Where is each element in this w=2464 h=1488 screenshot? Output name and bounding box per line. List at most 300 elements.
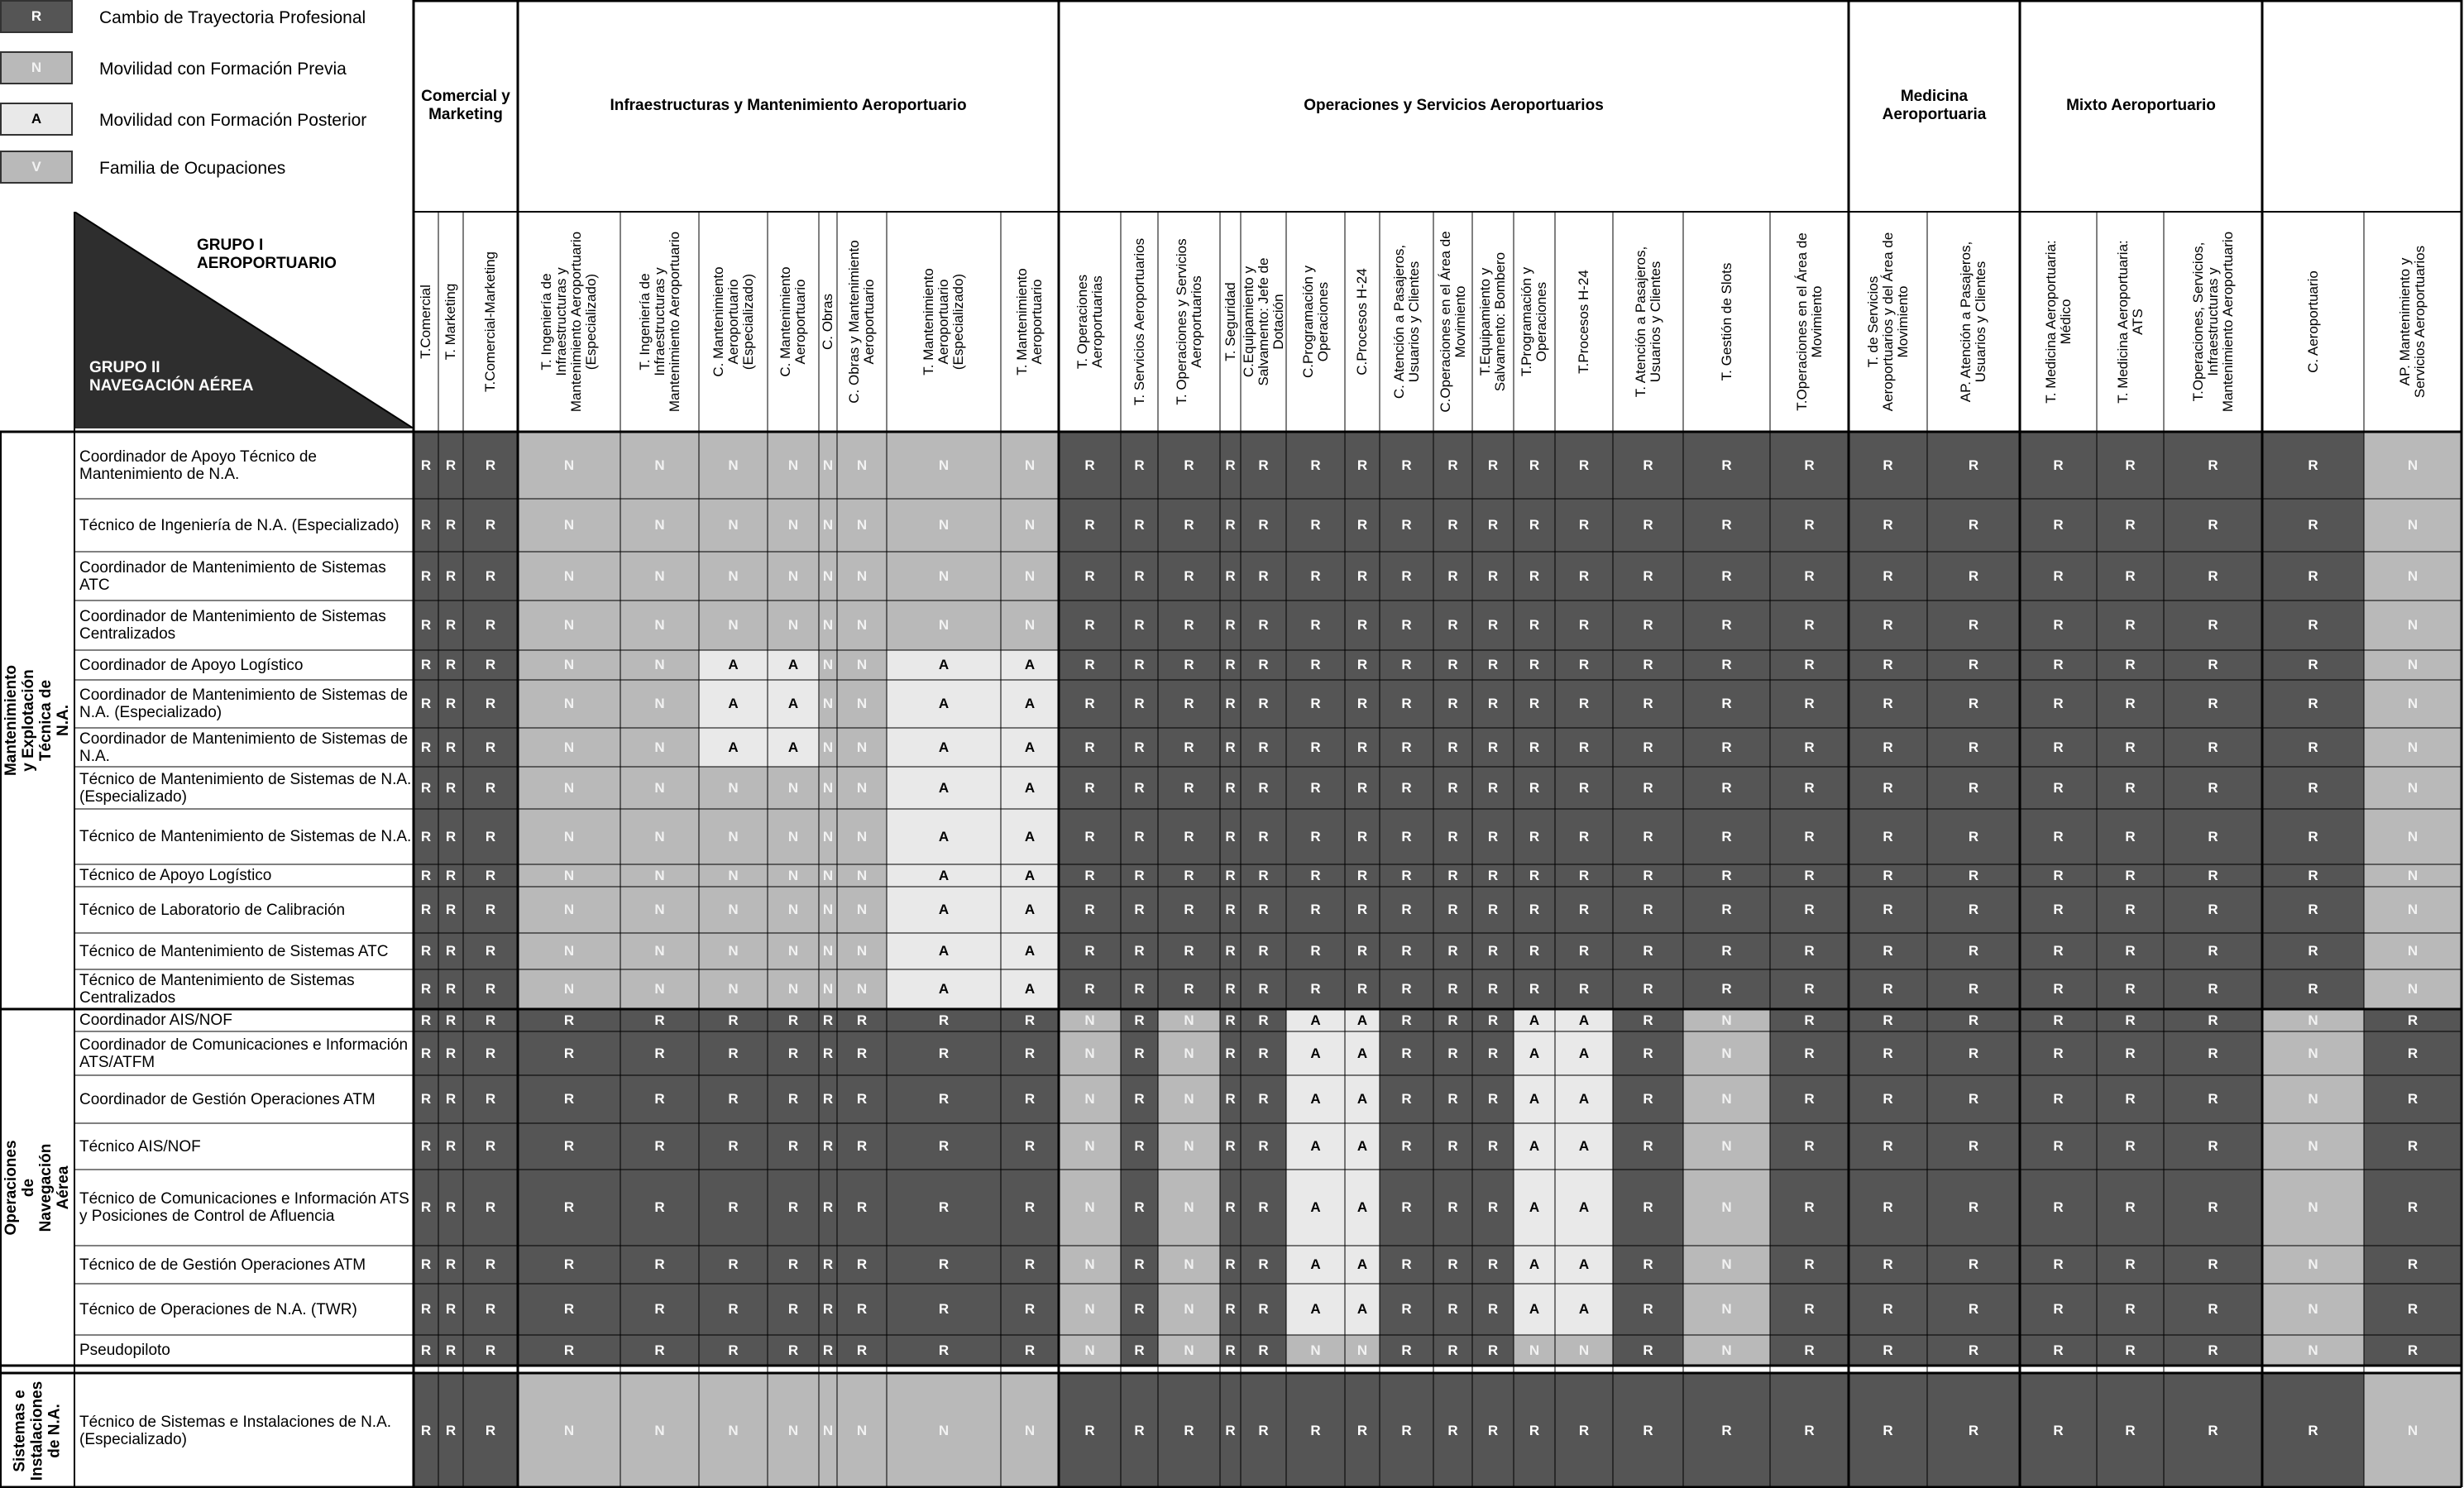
matrix-cell: R xyxy=(1927,933,2020,969)
matrix-cell: R xyxy=(1849,1031,1927,1075)
matrix-cell: R xyxy=(1472,499,1514,552)
matrix-cell: R xyxy=(463,1075,518,1123)
matrix-cell: R xyxy=(463,499,518,552)
matrix-cell: R xyxy=(1472,969,1514,1009)
matrix-cell: N xyxy=(518,809,620,864)
matrix-cell: R xyxy=(1683,728,1770,767)
matrix-cell: R xyxy=(2020,499,2097,552)
matrix-cell: R xyxy=(463,552,518,600)
row-label: Técnico de Mantenimiento de Sistemas Centralizados xyxy=(79,972,355,1007)
matrix-cell: R xyxy=(1927,680,2020,728)
matrix-cell: N xyxy=(819,499,837,552)
matrix-cell: R xyxy=(463,887,518,933)
matrix-cell: A xyxy=(1514,1009,1555,1031)
column-header xyxy=(1059,212,1121,432)
matrix-cell: A xyxy=(1286,1123,1345,1170)
matrix-cell: N xyxy=(1158,1335,1220,1366)
matrix-cell: R xyxy=(1514,969,1555,1009)
matrix-cell: N xyxy=(1158,1009,1220,1031)
matrix-cell: R xyxy=(2097,680,2164,728)
matrix-cell: R xyxy=(1380,1031,1433,1075)
matrix-cell: R xyxy=(1613,864,1683,887)
matrix-cell: R xyxy=(438,933,463,969)
matrix-cell: R xyxy=(1472,887,1514,933)
matrix-cell: R xyxy=(1220,809,1241,864)
row-label: Coordinador de Comunicaciones e Información ATS/ATFM xyxy=(79,1036,409,1071)
matrix-cell: R xyxy=(1158,809,1220,864)
matrix-cell: R xyxy=(518,1075,620,1123)
matrix-cell: N xyxy=(768,499,819,552)
matrix-cell: R xyxy=(1380,933,1433,969)
column-header-label: C. Mantenimiento Aeroportuario (Especializado) xyxy=(710,266,756,377)
row-label: Coordinador de Apoyo Técnico de Mantenimiento de N.A. xyxy=(79,447,317,483)
column-header-label: T.Procesos H-24 xyxy=(1576,270,1591,374)
matrix-cell: R xyxy=(414,969,438,1009)
legend-label-a: Movilidad con Formación Posterior xyxy=(99,111,367,130)
matrix-cell: R xyxy=(1433,1031,1472,1075)
matrix-cell: R xyxy=(620,1284,699,1335)
matrix-cell: A xyxy=(1345,1075,1380,1123)
matrix-cell: R xyxy=(1770,552,1849,600)
matrix-cell: A xyxy=(1345,1009,1380,1031)
column-header xyxy=(1770,212,1849,432)
matrix-cell: R xyxy=(2164,1123,2262,1170)
matrix-cell: A xyxy=(1514,1123,1555,1170)
matrix-cell: R xyxy=(1380,1373,1433,1488)
corner-group-i-label: GRUPO I AEROPORTUARIO xyxy=(197,237,337,272)
matrix-cell: R xyxy=(1380,969,1433,1009)
matrix-cell: R xyxy=(2164,1170,2262,1246)
matrix-cell: R xyxy=(1158,969,1220,1009)
matrix-cell: R xyxy=(1241,1075,1286,1123)
matrix-cell: R xyxy=(463,1335,518,1366)
matrix-cell: R xyxy=(2364,1009,2462,1031)
matrix-cell: N xyxy=(819,767,837,809)
matrix-cell: R xyxy=(2020,600,2097,650)
matrix-cell: R xyxy=(1849,1009,1927,1031)
corner-header xyxy=(74,212,414,428)
matrix-cell: N xyxy=(887,432,1001,499)
matrix-cell: R xyxy=(2020,1009,2097,1031)
matrix-cell: R xyxy=(1613,1031,1683,1075)
matrix-cell: R xyxy=(1220,1031,1241,1075)
matrix-cell: N xyxy=(620,969,699,1009)
matrix-cell: R xyxy=(2020,552,2097,600)
matrix-cell: A xyxy=(1345,1031,1380,1075)
matrix-cell: R xyxy=(1770,1284,1849,1335)
matrix-cell: R xyxy=(1158,650,1220,680)
matrix-cell: A xyxy=(1001,887,1059,933)
legend xyxy=(0,0,405,213)
matrix-cell: R xyxy=(438,1284,463,1335)
matrix-cell: R xyxy=(414,499,438,552)
matrix-cell: R xyxy=(1472,1075,1514,1123)
matrix-cell: R xyxy=(1555,809,1613,864)
matrix-cell: R xyxy=(1121,650,1158,680)
matrix-cell: R xyxy=(2262,552,2364,600)
matrix-cell: N xyxy=(1683,1123,1770,1170)
row-label: Técnico AIS/NOF xyxy=(79,1137,201,1155)
matrix-cell: R xyxy=(2262,680,2364,728)
matrix-cell: N xyxy=(837,887,887,933)
matrix-cell: N xyxy=(2262,1123,2364,1170)
matrix-cell: N xyxy=(837,969,887,1009)
matrix-cell: R xyxy=(2097,1075,2164,1123)
matrix-cell: N xyxy=(1059,1009,1121,1031)
matrix-cell: R xyxy=(1001,1335,1059,1366)
matrix-cell: R xyxy=(1514,887,1555,933)
matrix-cell: R xyxy=(1121,1123,1158,1170)
matrix-cell: R xyxy=(1472,552,1514,600)
matrix-cell: R xyxy=(1472,650,1514,680)
matrix-cell: R xyxy=(1286,600,1345,650)
matrix-cell: N xyxy=(887,600,1001,650)
matrix-cell: R xyxy=(463,809,518,864)
matrix-cell: R xyxy=(1241,499,1286,552)
matrix-cell: R xyxy=(1345,600,1380,650)
row-label: Técnico de Ingeniería de N.A. (Especializado) xyxy=(79,516,400,534)
matrix-cell: R xyxy=(1683,499,1770,552)
column-header xyxy=(518,212,620,432)
matrix-cell: R xyxy=(1241,887,1286,933)
family-header-1: Comercial y Marketing xyxy=(421,88,510,123)
matrix-cell: R xyxy=(414,600,438,650)
matrix-cell: R xyxy=(1345,969,1380,1009)
matrix-cell: R xyxy=(2364,1170,2462,1246)
matrix-cell: R xyxy=(1433,1123,1472,1170)
matrix-cell: R xyxy=(1770,1246,1849,1284)
matrix-cell: R xyxy=(1059,887,1121,933)
matrix-cell: N xyxy=(768,600,819,650)
matrix-cell: R xyxy=(2020,1284,2097,1335)
matrix-cell: R xyxy=(1158,933,1220,969)
column-header xyxy=(438,212,463,432)
matrix-cell: R xyxy=(438,1246,463,1284)
matrix-cell: R xyxy=(1121,1009,1158,1031)
matrix-cell: R xyxy=(414,1075,438,1123)
matrix-cell: R xyxy=(1220,1009,1241,1031)
matrix-cell: R xyxy=(768,1031,819,1075)
matrix-cell: R xyxy=(1241,809,1286,864)
matrix-cell: R xyxy=(1472,1170,1514,1246)
column-header xyxy=(2097,212,2164,432)
matrix-cell: R xyxy=(463,1284,518,1335)
matrix-cell: A xyxy=(887,680,1001,728)
matrix-cell: N xyxy=(1059,1123,1121,1170)
matrix-cell: R xyxy=(463,1373,518,1488)
row-label: Técnico de Apoyo Logístico xyxy=(79,867,272,884)
matrix-cell: R xyxy=(2097,650,2164,680)
matrix-cell: N xyxy=(819,1373,837,1488)
matrix-cell: R xyxy=(837,1031,887,1075)
row-label: Coordinador AIS/NOF xyxy=(79,1012,232,1029)
matrix-cell: R xyxy=(1770,499,1849,552)
matrix-cell: R xyxy=(2164,1335,2262,1366)
matrix-cell: R xyxy=(1158,728,1220,767)
matrix-cell: R xyxy=(2364,1335,2462,1366)
matrix-cell: R xyxy=(1472,680,1514,728)
column-header-label: C.Equipamiento y Salvamento: Jefe de Dotación xyxy=(1240,257,1286,386)
matrix-cell: R xyxy=(2364,1075,2462,1123)
matrix-cell: R xyxy=(1927,864,2020,887)
matrix-cell: R xyxy=(819,1335,837,1366)
matrix-cell: R xyxy=(2020,1373,2097,1488)
matrix-cell: R xyxy=(463,1031,518,1075)
matrix-cell: R xyxy=(414,1246,438,1284)
matrix-cell: R xyxy=(2262,933,2364,969)
matrix-cell: A xyxy=(768,650,819,680)
column-header xyxy=(414,212,438,432)
matrix-cell: R xyxy=(1220,1075,1241,1123)
column-header-label: T.Operaciones en el Área de Movimiento xyxy=(1793,232,1825,411)
matrix-cell: R xyxy=(1380,1170,1433,1246)
matrix-cell: R xyxy=(1059,650,1121,680)
matrix-cell: R xyxy=(1001,1284,1059,1335)
matrix-cell: N xyxy=(819,552,837,600)
matrix-cell: R xyxy=(1345,680,1380,728)
matrix-cell: R xyxy=(1683,552,1770,600)
matrix-cell: N xyxy=(699,887,768,933)
matrix-cell: R xyxy=(414,767,438,809)
row-label: Técnico de Comunicaciones e Información ATS y Posiciones de Control de Afluencia xyxy=(79,1190,409,1225)
matrix-cell: N xyxy=(819,432,837,499)
matrix-cell: R xyxy=(1121,1075,1158,1123)
column-header xyxy=(463,212,518,432)
column-header-label: C. Obras y Mantenimiento Aeroportuario xyxy=(846,240,877,404)
matrix-cell: R xyxy=(1380,809,1433,864)
column-header-label: T. de Servicios Aeroportuarios y del Área de Movimiento xyxy=(1864,232,1911,412)
matrix-cell: N xyxy=(1001,432,1059,499)
matrix-cell: R xyxy=(819,1170,837,1246)
matrix-cell: R xyxy=(2020,1075,2097,1123)
matrix-cell: R xyxy=(768,1284,819,1335)
column-header xyxy=(1241,212,1286,432)
matrix-cell: R xyxy=(438,864,463,887)
matrix-cell: A xyxy=(1001,969,1059,1009)
matrix-cell: N xyxy=(2364,969,2462,1009)
matrix-cell: R xyxy=(1849,680,1927,728)
matrix-cell: R xyxy=(1220,1123,1241,1170)
matrix-cell: A xyxy=(1555,1170,1613,1246)
matrix-cell: R xyxy=(518,1284,620,1335)
matrix-cell: R xyxy=(1220,1246,1241,1284)
column-header xyxy=(1683,212,1770,432)
matrix-cell: R xyxy=(1555,933,1613,969)
matrix-cell: R xyxy=(1241,1123,1286,1170)
matrix-cell: N xyxy=(620,680,699,728)
matrix-cell: R xyxy=(1158,680,1220,728)
matrix-cell: R xyxy=(1121,887,1158,933)
matrix-cell: R xyxy=(1770,680,1849,728)
matrix-cell: N xyxy=(1683,1284,1770,1335)
matrix-cell: R xyxy=(1220,680,1241,728)
matrix-cell: N xyxy=(699,499,768,552)
row-label: Pseudopiloto xyxy=(79,1342,170,1359)
column-header-label: T. Atención a Pasajeros, Usuarios y Clientes xyxy=(1632,246,1663,398)
matrix-cell: A xyxy=(1555,1246,1613,1284)
matrix-cell: R xyxy=(2164,1009,2262,1031)
matrix-cell: R xyxy=(463,600,518,650)
matrix-cell: R xyxy=(1433,887,1472,933)
row-label: Coordinador de Mantenimiento de Sistemas de N.A. (Especializado) xyxy=(79,687,409,721)
matrix-cell: N xyxy=(518,767,620,809)
matrix-cell: R xyxy=(1241,552,1286,600)
matrix-cell: R xyxy=(2020,1246,2097,1284)
column-header-label: C.Procesos H-24 xyxy=(1354,268,1370,376)
matrix-cell: N xyxy=(1001,552,1059,600)
column-header xyxy=(2262,212,2364,432)
matrix-cell: R xyxy=(1849,1123,1927,1170)
column-header xyxy=(1286,212,1345,432)
matrix-cell: R xyxy=(887,1009,1001,1031)
matrix-cell: R xyxy=(414,728,438,767)
matrix-cell: R xyxy=(1613,1373,1683,1488)
matrix-cell: R xyxy=(518,1335,620,1366)
column-header-label: AP. Atención a Pasajeros, Usuarios y Clientes xyxy=(1958,241,1988,403)
matrix-cell: R xyxy=(819,1123,837,1170)
matrix-cell: R xyxy=(837,1284,887,1335)
matrix-cell: R xyxy=(1121,680,1158,728)
matrix-cell: N xyxy=(518,432,620,499)
matrix-cell: R xyxy=(1472,933,1514,969)
column-header-label: T.Comercial-Marketing xyxy=(482,251,498,393)
matrix-cell: N xyxy=(518,969,620,1009)
matrix-cell: R xyxy=(2262,887,2364,933)
matrix-cell: R xyxy=(518,1031,620,1075)
matrix-cell: R xyxy=(1613,1246,1683,1284)
matrix-cell: N xyxy=(1001,499,1059,552)
matrix-cell: R xyxy=(414,680,438,728)
matrix-cell: R xyxy=(1927,969,2020,1009)
matrix-cell: R xyxy=(2020,887,2097,933)
matrix-cell: R xyxy=(1121,600,1158,650)
column-header-label: T.Operaciones, Servicios, Infraestructuras y Mantenimiento Aeroportuario xyxy=(2189,231,2236,413)
matrix-cell: A xyxy=(1001,680,1059,728)
matrix-cell: R xyxy=(438,1373,463,1488)
column-header-label: T. Gestión de Slots xyxy=(1718,262,1734,381)
matrix-cell: N xyxy=(2364,933,2462,969)
matrix-cell: N xyxy=(1683,1031,1770,1075)
matrix-cell: N xyxy=(620,650,699,680)
family-header-2: Infraestructuras y Mantenimiento Aeroportuario xyxy=(610,97,967,114)
matrix-cell: R xyxy=(1220,864,1241,887)
matrix-cell: R xyxy=(1059,809,1121,864)
matrix-cell: R xyxy=(1220,1335,1241,1366)
matrix-cell: R xyxy=(1433,864,1472,887)
matrix-cell: R xyxy=(1613,1075,1683,1123)
matrix-cell: R xyxy=(2097,809,2164,864)
matrix-cell: N xyxy=(819,809,837,864)
matrix-cell: R xyxy=(1345,809,1380,864)
matrix-cell: R xyxy=(1849,969,1927,1009)
matrix-cell: N xyxy=(1158,1031,1220,1075)
matrix-cell: A xyxy=(699,650,768,680)
matrix-cell: N xyxy=(1158,1284,1220,1335)
matrix-cell: R xyxy=(1241,1284,1286,1335)
matrix-cell: R xyxy=(1770,887,1849,933)
matrix-cell: R xyxy=(1613,728,1683,767)
column-header-label: T.Comercial xyxy=(418,285,433,359)
matrix-cell: R xyxy=(1286,499,1345,552)
column-header xyxy=(1158,212,1220,432)
column-header-label: T. Mantenimiento Aeroportuario xyxy=(1014,268,1045,376)
matrix-cell: A xyxy=(1345,1170,1380,1246)
matrix-cell: R xyxy=(1683,650,1770,680)
matrix-cell: N xyxy=(620,887,699,933)
matrix-cell: R xyxy=(1770,728,1849,767)
matrix-cell: R xyxy=(620,1246,699,1284)
matrix-cell: N xyxy=(699,432,768,499)
matrix-cell: R xyxy=(1849,1170,1927,1246)
column-header-label: T. Servicios Aeroportuarios xyxy=(1131,237,1147,406)
matrix-cell: R xyxy=(1220,499,1241,552)
row-label: Técnico de Laboratorio de Calibración xyxy=(79,901,346,919)
matrix-cell: R xyxy=(699,1031,768,1075)
matrix-cell: R xyxy=(1613,499,1683,552)
matrix-cell: R xyxy=(1241,1031,1286,1075)
matrix-cell: R xyxy=(1380,600,1433,650)
matrix-cell: A xyxy=(1514,1284,1555,1335)
row-label: Coordinador de Mantenimiento de Sistemas de N.A. xyxy=(79,730,409,765)
matrix-cell: N xyxy=(2364,552,2462,600)
matrix-cell: R xyxy=(1555,650,1613,680)
column-header xyxy=(1613,212,1683,432)
matrix-cell: A xyxy=(1514,1246,1555,1284)
matrix-cell: R xyxy=(1927,1031,2020,1075)
matrix-cell: N xyxy=(518,499,620,552)
matrix-cell: R xyxy=(2164,1031,2262,1075)
matrix-cell: N xyxy=(518,864,620,887)
matrix-cell: R xyxy=(1345,887,1380,933)
column-header xyxy=(1001,212,1059,432)
matrix-cell: N xyxy=(768,887,819,933)
matrix-cell: R xyxy=(620,1031,699,1075)
row-label: Técnico de de Gestión Operaciones ATM xyxy=(79,1256,366,1274)
matrix-cell: R xyxy=(1555,969,1613,1009)
matrix-cell: N xyxy=(1683,1170,1770,1246)
matrix-cell: R xyxy=(1514,809,1555,864)
matrix-cell: R xyxy=(1683,680,1770,728)
matrix-cell: N xyxy=(620,767,699,809)
matrix-cell: R xyxy=(463,680,518,728)
matrix-cell: R xyxy=(887,1246,1001,1284)
matrix-cell: R xyxy=(1927,767,2020,809)
matrix-cell: N xyxy=(518,680,620,728)
matrix-cell: R xyxy=(2097,1246,2164,1284)
matrix-cell: N xyxy=(2364,887,2462,933)
matrix-cell: R xyxy=(414,432,438,499)
matrix-cell: R xyxy=(1121,933,1158,969)
legend-swatch-v: V xyxy=(0,151,73,184)
matrix-cell: R xyxy=(2164,887,2262,933)
column-header xyxy=(1472,212,1514,432)
matrix-cell: N xyxy=(837,499,887,552)
matrix-cell: R xyxy=(1121,1284,1158,1335)
matrix-cell: R xyxy=(1555,432,1613,499)
matrix-cell: R xyxy=(1849,650,1927,680)
matrix-cell: R xyxy=(1472,728,1514,767)
matrix-cell: R xyxy=(1555,499,1613,552)
matrix-cell: R xyxy=(1121,499,1158,552)
matrix-cell: R xyxy=(414,887,438,933)
matrix-cell: R xyxy=(1158,887,1220,933)
matrix-cell: R xyxy=(1770,1123,1849,1170)
matrix-cell: R xyxy=(2164,1284,2262,1335)
matrix-cell: R xyxy=(2262,432,2364,499)
matrix-cell: R xyxy=(438,1031,463,1075)
column-header-label: T. Ingeniería de Infraestructuras y Mantenimiento Aeroportuario (Especializado) xyxy=(538,231,599,413)
matrix-cell: R xyxy=(1472,1009,1514,1031)
